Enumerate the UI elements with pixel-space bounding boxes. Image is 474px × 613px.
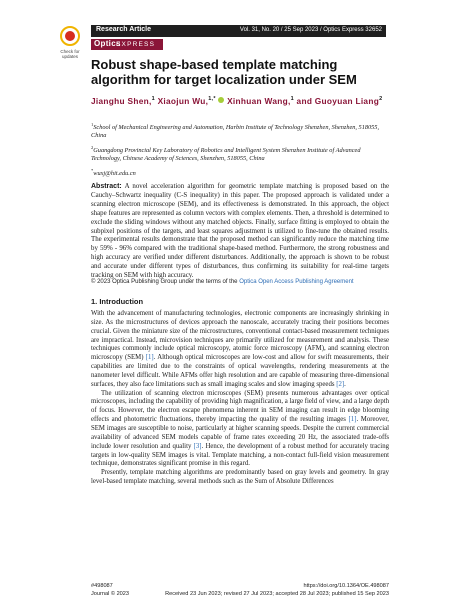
article-type: Research Article: [96, 26, 151, 33]
journal-name: Optics: [94, 39, 121, 48]
affiliation-text: School of Mechanical Engineering and Automation, Harbin Institute of Technology Shenzhen, Shenzhen, 518055, China: [91, 124, 380, 139]
author-name: Xiaojun Wu,: [157, 95, 209, 106]
check-updates-icon: [60, 26, 80, 46]
section-heading-introduction: 1. Introduction: [91, 297, 144, 306]
reference-link[interactable]: [1]: [145, 354, 154, 362]
author-affil-mark: 1: [151, 96, 155, 102]
paragraph-text: The utilization of scanning electron microscopes (SEM) presents numerous advantages over optical microscopes, including the capability of providing high magnification, a large field of view, and a large depth of focus. However, the electron escape phenomena inherent in SEM imaging can result in edge blooming effects and photometric fluctuations, thereby impacting the quality of the resulting images: [91, 389, 389, 424]
paragraph-3: [91, 469, 389, 487]
author-name: Jianghu Shen,: [91, 95, 152, 106]
abstract-label: Abstract:: [91, 183, 122, 190]
affiliation-1: [91, 121, 391, 140]
author-affil-mark: 1: [290, 96, 294, 102]
reference-link[interactable]: [2]: [336, 380, 345, 388]
paragraph-text: .: [344, 380, 346, 388]
abstract-text: A novel acceleration algorithm for geometric template matching is proposed based on the Cauchy–Schwartz inequality (C-S inequality) in this paper. The proposed approach is validated under a scanning electron microscope (SEM), and its effectiveness is demonstrated. In this approach, the object shape features are represented as column vectors with complex elements. Then, a threshold is determined to exclude the sliding windows without any matched objects. Finally, surface fitting is employed to obtain the subpixel positions of the targets, and least squares adjustment is utilized to fine-tune the obtained results. The experimental results demonstrate that the proposed method can significantly reduce the matching time by 59% - 96% compared with the traditional shape-based method. Furthermore, the strong robustness and high accuracy are verified under different disturbances. Additionally, the approach is shown to be robust and accurate under different types of disturbances, thus confirming its suitability for real-time targets tracking on SEM with high accuracy.: [91, 183, 389, 280]
check-for-updates-badge[interactable]: [56, 24, 84, 68]
open-access-agreement-link[interactable]: Optica Open Access Publishing Agreement: [239, 279, 354, 285]
paragraph-text: . Hence, the development of a robust method for accurately tracing targets in low-quality SEM images is vital. Template matching, a non-contact full-field vision measurement technique, demonstrates significant promise in this regard.: [91, 442, 389, 468]
affiliation-mark: *: [91, 168, 94, 173]
article-number: #498087: [91, 583, 113, 589]
journal-copyright: Journal © 2023: [91, 590, 130, 597]
paragraph-2: [91, 390, 389, 470]
author-name: Xinhuan Wang,: [227, 95, 291, 106]
reference-link[interactable]: [3]: [193, 442, 202, 450]
affiliation-mark: 2: [91, 145, 94, 150]
email-link[interactable]: wuxj@hit.edu.cn: [93, 170, 136, 178]
copyright-line: [91, 279, 391, 285]
author-list: [91, 93, 391, 107]
corresponding-email[interactable]: [91, 167, 391, 178]
volume-info: Vol. 31, No. 20 / 25 Sep 2023 / Optics Express 32652: [239, 26, 382, 33]
paragraph-text: Presently, template matching algorithms are predominantly based on gray levels and geometry. In gray level-based template matching, several methods such as the Sum of Absolute Differences: [91, 469, 389, 486]
publication-dates: Received 23 Jun 2023; revised 27 Jul 2023; accepted 28 Jul 2023; published 15 Sep 2023: [165, 590, 389, 597]
footer-left: [91, 583, 129, 598]
journal-logo: [91, 39, 163, 50]
author-name: and Guoyuan Liang: [296, 95, 380, 106]
doi-link[interactable]: https://doi.org/10.1364/OE.498087: [303, 583, 389, 589]
check-updates-label: Check for updates: [60, 49, 80, 59]
author-affil-mark: 1,*: [208, 96, 216, 102]
author-affil-mark: 2: [379, 96, 383, 102]
paragraph-text: . Moreover, SEM images are susceptible to noise, particularly at higher scanning speeds. Despite the current commercial availability of advanced SEM models capable of frame rates exceeding 20 Hz, the associated trade-offs include lower resolution and quality: [91, 416, 390, 450]
orcid-icon[interactable]: [218, 97, 224, 103]
affiliation-2: [91, 144, 391, 163]
footer-right: [165, 583, 389, 598]
abstract: [91, 183, 389, 281]
paper-title: Robust shape-based template matching algorithm for target localization under SEM: [91, 57, 357, 87]
copyright-text: © 2023 Optica Publishing Group under the terms of the: [91, 279, 238, 285]
reference-link[interactable]: [1]: [348, 416, 357, 424]
paragraph-1: [91, 310, 389, 390]
paragraph-text: . Although optical microscopes are low-cost and allow for swift measurements, their capabilities are limited due to the constraints of optical wavelengths, rendering measurements at the nanometer level difficult. While AFMs offer high resolution and are capable of measuring three-dimensional surfaces, they also face limitations such as small imaging scales and slow imaging speeds: [91, 354, 389, 388]
affiliation-text: Guangdong Provincial Key Laboratory of Robotics and Intelligent System Shenzhen Institute of Advanced Technology, Chinese Academy of Sciences, Shenzhen, 518055, China: [91, 147, 361, 162]
paragraph-text: With the advancement of manufacturing technologies, electronic components are increasingly shrinking in size. As the microstructures of devices approach the nanoscale, accurately tracing their positions becomes crucial. Given the miniature size of the microstructures, conventional contact-based measurement techniques are impractical. Instead, microvision techniques are primarily utilized for measurement and analysis. These techniques commonly include optical microscopy, atomic force microscopy (AFM), and scanning electron microscopy (SEM): [91, 310, 389, 362]
header-bar: [91, 25, 386, 37]
journal-subtitle: EXPRESS: [116, 40, 156, 48]
introduction-body: [91, 310, 389, 487]
affiliation-mark: 1: [91, 122, 94, 127]
